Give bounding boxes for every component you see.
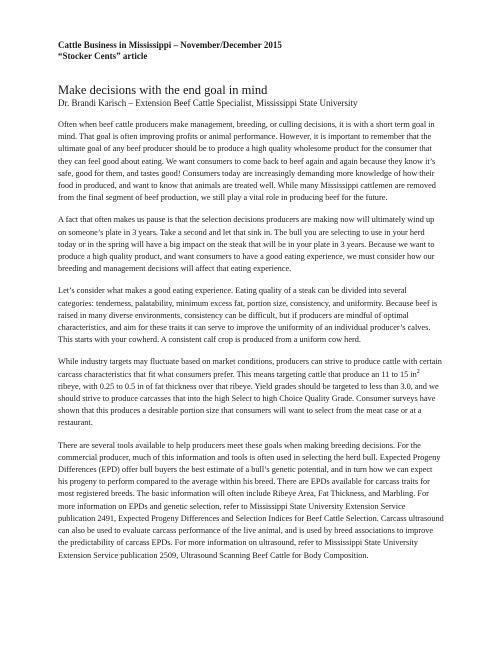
paragraph-4-part-b: ribeye, with 0.25 to 0.5 in of fat thickness over that ribeye. Yield grades should be targeted to less than 3.0, and we should strive to produce carcasses that into the high Select to high Choice Quality Grade. Consumer surveys have shown that this produces a desirable portion size that consumers will want to select from the meat case or at a restaurant. — [58, 381, 439, 428]
paragraph-2: A fact that often makes us pause is that the selection decisions producers are making now will ultimately wind up on someone’s plate in 3 years. Take a second and let that sink in. The bull you are selecting to use in your herd today or in the spring will have a big impact on the steak that will be in your plate in 3 years. Because we want to produce a high quality product, and want consumers to have a good eating experience, we must consider how our breeding and management decisions will affect that eating experience. — [58, 215, 435, 274]
superscript-squared: 2 — [416, 368, 420, 375]
paragraph-5: There are several tools available to help producers meet these goals when making breeding decisions. For the commercial producer, much of this information and tools is often used in selecting the herd bull. Expected Progeny Differences (EPD) offer bull buyers the best estimate of a bull’s genetic potential, and in turn how we can expect his progeny to perform compared to the average within his breed. There are EPDs available for carcass traits for most registered breeds. The basic information will often include Ribeye Area, Fat Thickness, and Marbling. For more information on EPDs and genetic selection, refer to Mississippi State University Extension Service publication 2491, Expected Progeny Differences and Selection Indices for Beef Cattle Selection. Carcass ultrasound can also be used to evaluate carcass performance of the live animal, and is used by breed associations to improve the predictability of carcass EPDs. For more information on ultrasound, refer to Mississippi State University Extension Service publication 2509, Ultrasound Scanning Beef Cattle for Body Composition. — [58, 440, 444, 560]
article-title: Make decisions with the end goal in mind — [58, 83, 268, 97]
article-byline: Dr. Brandi Karisch – Extension Beef Cattle Specialist, Mississippi State University — [58, 98, 358, 108]
paragraph-3: Let’s consider what makes a good eating experience. Eating quality of a steak can be divided into several categories: tenderness, palatability, minimum excess fat, portion size, consistency, and uniformity. Because beef is raised in many diverse environments, consistency can be difficult, but if producers are mindful of optimal characteristics, and aim for these traits it can serve to improve the uniformity of an individual producer’s calves. This starts with your cowherd. A consistent calf crop is produced from a uniform cow herd. — [58, 286, 438, 345]
paragraph-4-part-a: While industry targets may fluctuate based on market conditions, producers can strive to produce cattle with certain carcass characteristics that fit what consumers prefer. This means targeting cattle that produce an 11 to 15 in — [58, 357, 442, 379]
paragraph-4 — [58, 356, 444, 429]
column-name: “Stocker Cents” article — [58, 51, 148, 61]
publication-line: Cattle Business in Mississippi – November/December 2015 — [58, 40, 282, 50]
paragraph-1: Often when beef cattle producers make management, breeding, or culling decisions, it is with a short term goal in mind. That goal is often improving profits or animal performance. However, it is important to remember that the ultimate goal of any beef producer should be to produce a high quality wholesome product for the consumer that they can feel good about eating. We want consumers to come back to beef again and again because they know it’s safe, good for them, and tastes good! Consumers today are increasingly demanding more knowledge of how their food in produced, and want to know that animals are treated well. While many Mississippi cattlemen are removed from the final segment of beef production, we still play a vital role in producing beef for the future. — [58, 120, 436, 203]
